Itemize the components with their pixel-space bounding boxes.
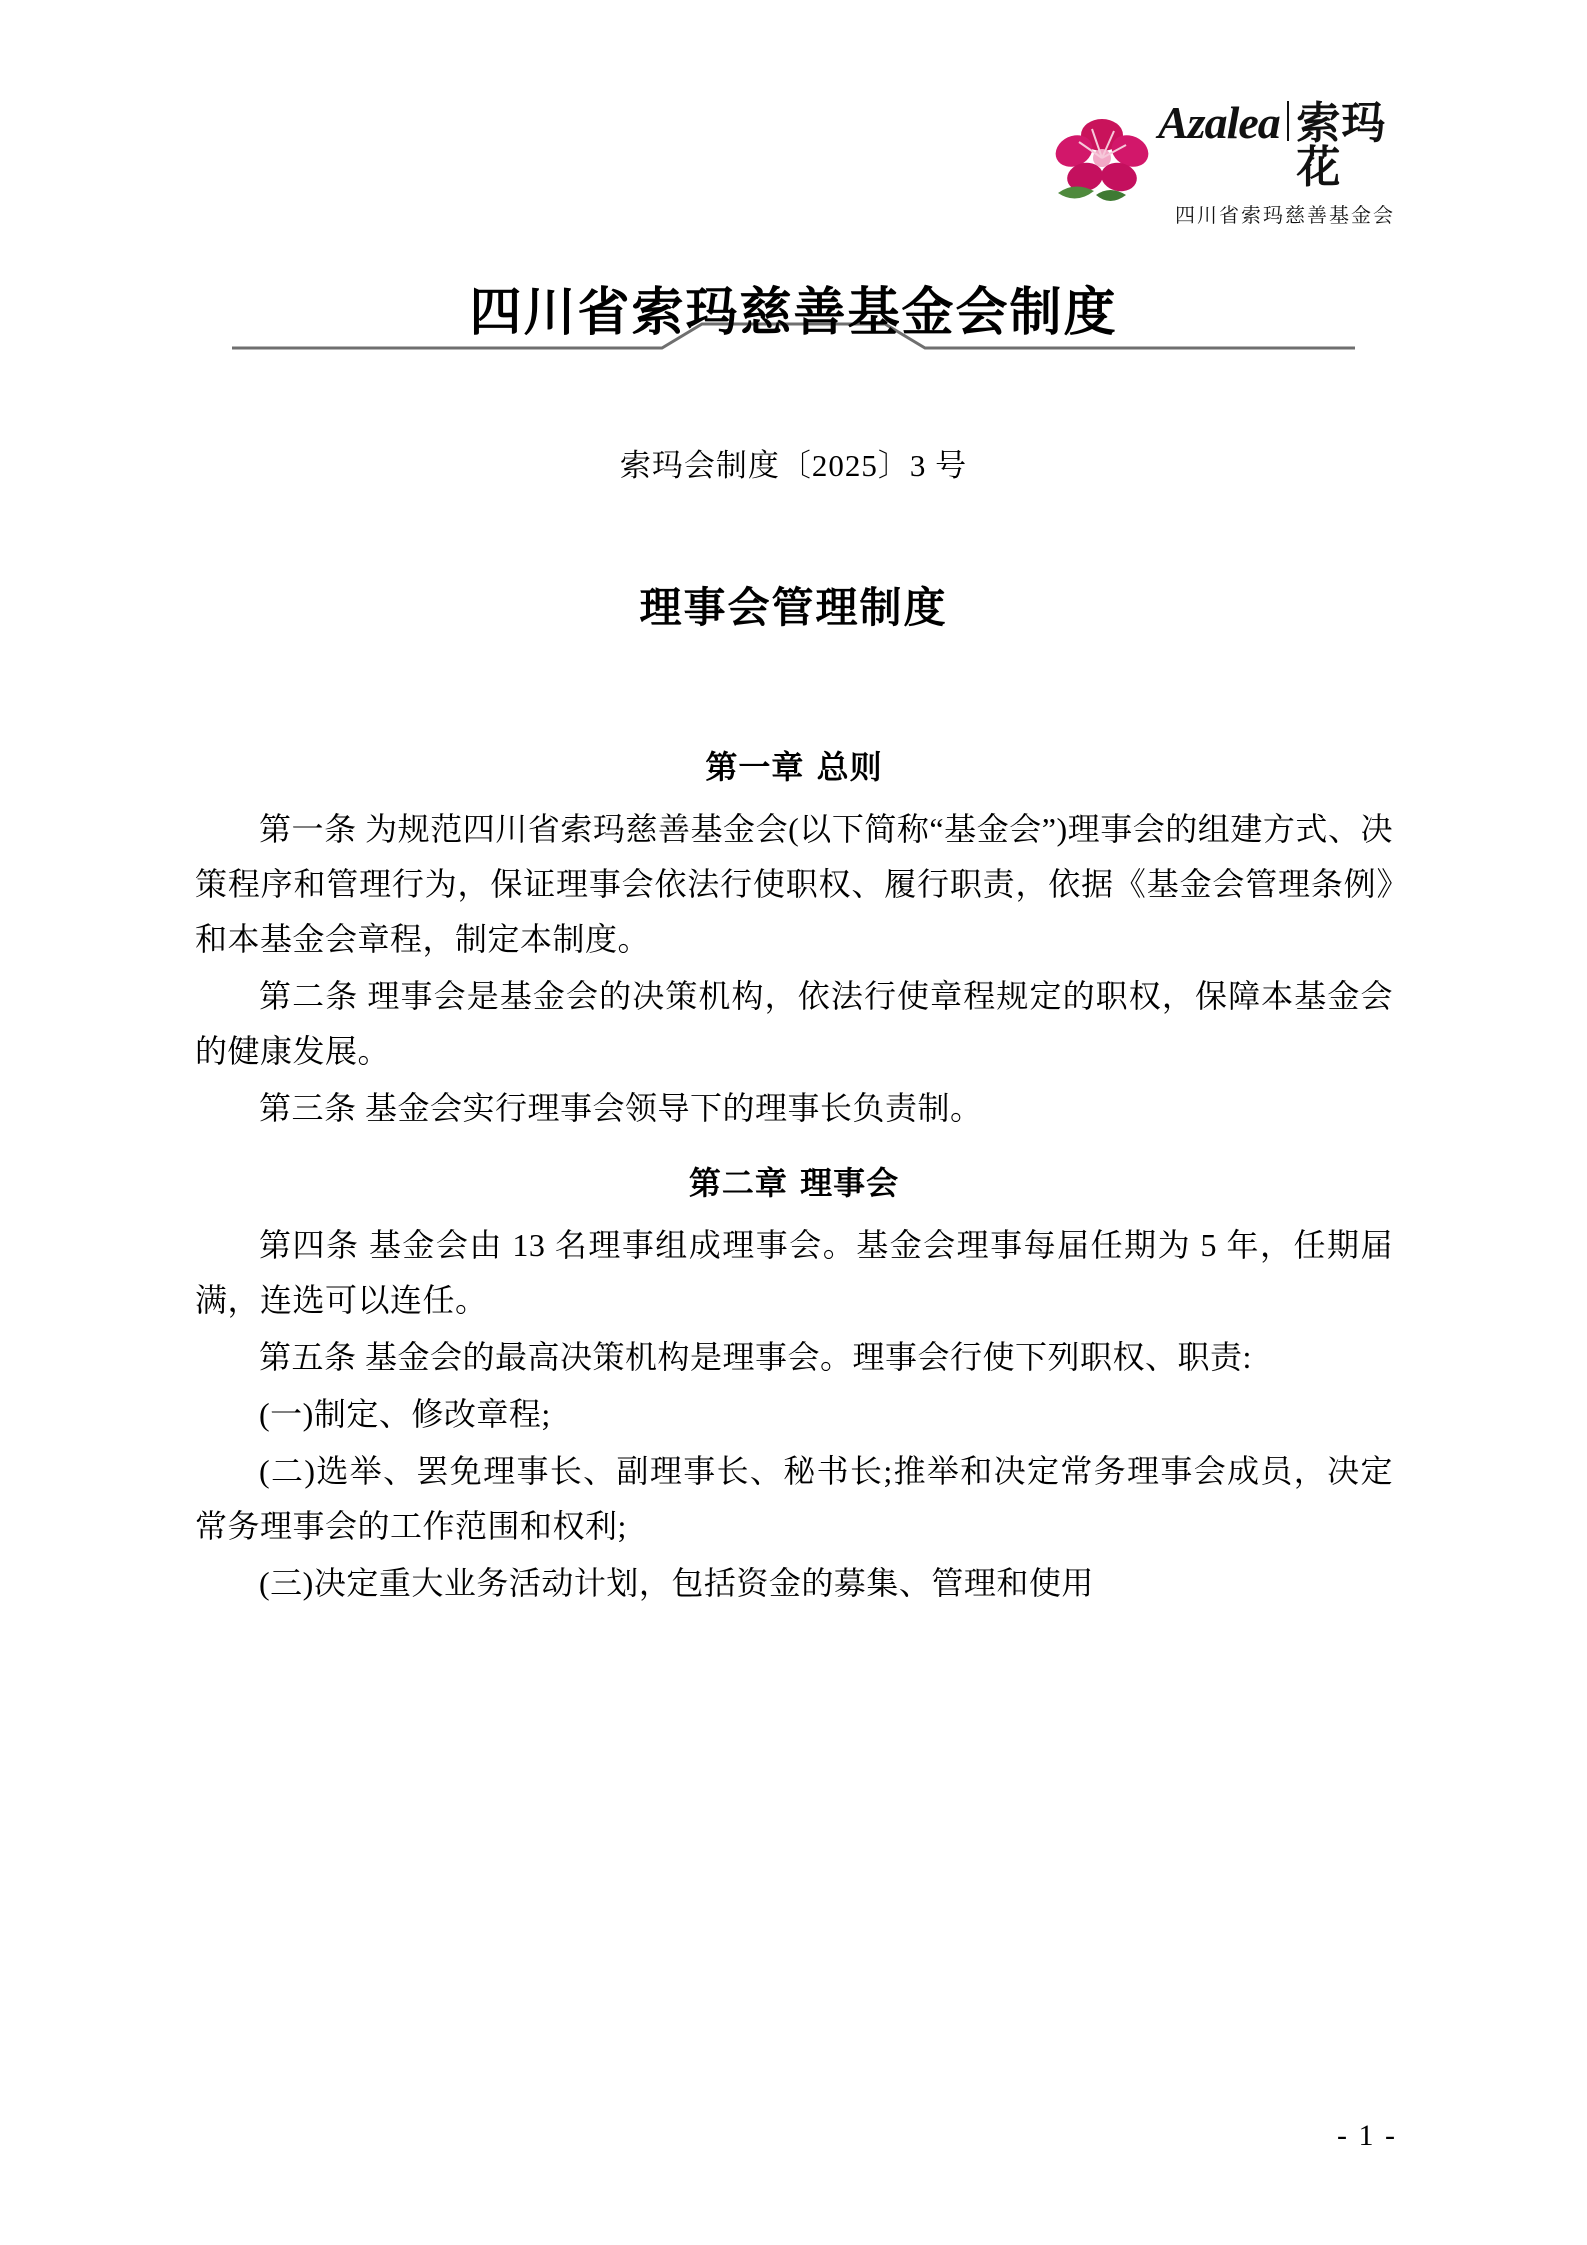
- brand-name-cn: 索玛花: [1296, 97, 1387, 193]
- article-2: 第二条 理事会是基金会的决策机构，依法行使章程规定的职权，保障本基金会的健康发展。: [195, 978, 1393, 1070]
- logo-text: [1158, 96, 1412, 227]
- organization-logo: [1052, 96, 1412, 227]
- document-number: 索玛会制度〔2025〕3 号: [619, 448, 968, 483]
- chapter-heading-1: 第一章 总则: [705, 748, 883, 786]
- article-5-item-2: (二)选举、罢免理事长、副理事长、秘书长;推举和决定常务理事会成员，决定常务理事会的工作范围和权利;: [195, 1453, 1393, 1545]
- letterhead: [0, 96, 1587, 245]
- brand-subtitle: 四川省索玛慈善基金会: [1175, 202, 1395, 227]
- chapter-heading-2: 第二章 理事会: [688, 1164, 900, 1203]
- brand-name-en: Azalea: [1158, 96, 1280, 148]
- article-1: 第一条 为规范四川省索玛慈善基金会(以下简称“基金会”)理事会的组建方式、决策程序和管理行为，保证理事会依法行使职权、履行职责，依据《基金会管理条例》和本基金会章程，制定本制度。: [195, 811, 1393, 958]
- azalea-flower-icon: [1052, 115, 1152, 211]
- page-number: - 1 -: [1337, 2119, 1397, 2152]
- article-5: 第五条 基金会的最高决策机构是理事会。理事会行使下列职权、职责:: [259, 1339, 1252, 1376]
- document-body: [195, 720, 1393, 1613]
- page-title: 四川省索玛慈善基金会制度: [469, 283, 1118, 343]
- logo-divider: [1287, 101, 1290, 141]
- document-subtitle: 理事会管理制度: [639, 583, 948, 632]
- article-5-item-1: (一)制定、修改章程;: [259, 1396, 551, 1433]
- article-5-item-3: (三)决定重大业务活动计划，包括资金的募集、管理和使用: [259, 1565, 1094, 1602]
- article-3: 第三条 基金会实行理事会领导下的理事长负责制。: [259, 1090, 983, 1127]
- article-4: 第四条 基金会由 13 名理事组成理事会。基金会理事每届任期为 5 年，任期届满，连选可以连任。: [195, 1227, 1393, 1319]
